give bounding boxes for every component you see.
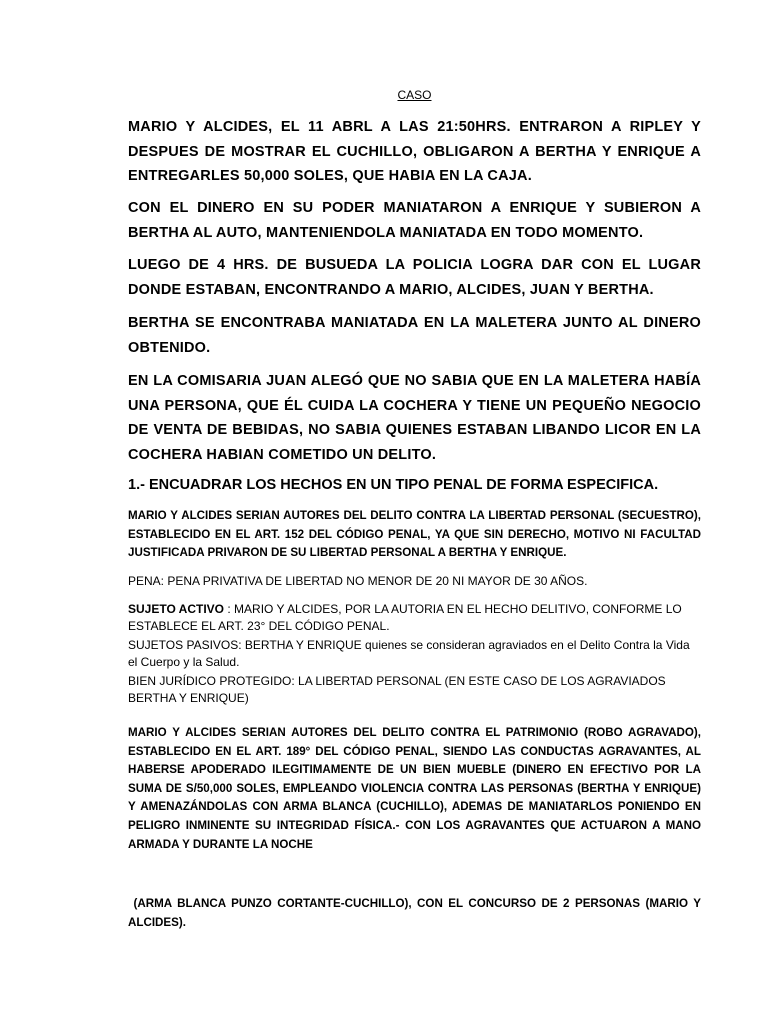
case-paragraph-2 [128, 196, 701, 245]
paragraph-text: BERTHA SE ENCONTRABA MANIATADA EN LA MALETERA JUNTO AL DINERO OBTENIDO. [128, 315, 701, 356]
sujetos-pasivos: SUJETOS PASIVOS: BERTHA Y ENRIQUE quienes se consideran agraviados en el Delito Contra la Vida el Cuerpo y la Salud. [128, 638, 690, 669]
pena-line: PENA: PENA PRIVATIVA DE LIBERTAD NO MENOR DE 20 NI MAYOR DE 30 AÑOS. [128, 574, 588, 588]
question-heading: 1.- ENCUADRAR LOS HECHOS EN UN TIPO PENAL DE FORMA ESPECIFICA. [128, 477, 659, 493]
answer-secuestro: MARIO Y ALCIDES SERIAN AUTORES DEL DELITO CONTRA LA LIBERTAD PERSONAL (SECUESTRO), ESTABLECIDO EN EL ART. 152 DEL CÓDIGO PENAL, YA QUE SIN DERECHO, MOTIVO NI FACULTAD JUSTIFICADA PRIVARON DE SU LIBERTAD PERSONAL A BERTHA Y ENRIQUE. [128, 509, 701, 559]
paragraph-text: MARIO Y ALCIDES, EL 11 ABRL A LAS 21:50HRS. ENTRARON A RIPLEY Y DESPUES DE MOSTRAR EL CUCHILLO, OBLIGARON A BERTHA Y ENRIQUE A ENTREGARLES 50,000 SOLES, QUE HABIA EN LA CAJA. [128, 119, 701, 184]
case-paragraph-3 [128, 253, 701, 302]
paragraph-text: EN LA COMISARIA JUAN ALEGÓ QUE NO SABIA QUE EN LA MALETERA HABÍA UNA PERSONA, QUE ÉL CUIDA LA COCHERA Y TIENE UN PEQUEÑO NEGOCIO DE VENTA DE BEBIDAS, NO SABIA QUIENES ESTABAN LIBANDO LICOR EN LA COCHERA HABIAN COMETIDO UN DELITO. [128, 373, 701, 463]
case-paragraph-1 [128, 115, 701, 189]
paragraph-text: LUEGO DE 4 HRS. DE BUSUEDA LA POLICIA LOGRA DAR CON EL LUGAR DONDE ESTABAN, ENCONTRANDO A MARIO, ALCIDES, JUAN Y BERTHA. [128, 257, 701, 298]
sujeto-activo-text: : MARIO Y ALCIDES, POR LA AUTORIA EN EL HECHO DELITIVO, CONFORME LO ESTABLECE EL ART. 23° DEL CÓDIGO PENAL. [128, 602, 682, 633]
answer-agravantes: (ARMA BLANCA PUNZO CORTANTE-CUCHILLO), CON EL CONCURSO DE 2 PERSONAS (MARIO Y ALCIDES). [128, 897, 704, 929]
sujeto-activo-label: SUJETO ACTIVO [128, 602, 225, 616]
document-title: CASO [397, 88, 432, 102]
paragraph-text: CON EL DINERO EN SU PODER MANIATARON A ENRIQUE Y SUBIERON A BERTHA AL AUTO, MANTENIENDOLA MANIATADA EN TODO MOMENTO. [128, 200, 701, 241]
bien-juridico: BIEN JURÍDICO PROTEGIDO: LA LIBERTAD PERSONAL (EN ESTE CASO DE LOS AGRAVIADOS BERTHA Y ENRIQUE) [128, 674, 666, 705]
case-paragraph-4 [128, 311, 701, 360]
case-paragraph-5 [128, 369, 701, 467]
sujeto-activo [128, 601, 701, 635]
answer-robo-agravado: MARIO Y ALCIDES SERIAN AUTORES DEL DELITO CONTRA EL PATRIMONIO (ROBO AGRAVADO), ESTABLECIDO EN EL ART. 189° DEL CÓDIGO PENAL, SIENDO LAS CONDUCTAS AGRAVANTES, AL HABERSE APODERADO ILEGITIMAMENTE DE UN BIEN MUEBLE (DINERO EN EFECTIVO POR LA SUMA DE S/50,000 SOLES, EMPLEANDO VIOLENCIA CONTRA LAS PERSONAS (BERTHA Y ENRIQUE) Y AMENAZÁNDOLAS CON ARMA BLANCA (CUCHILLO), ADEMAS DE MANIATARLOS PONIENDO EN PELIGRO INMINENTE SU INTEGRIDAD FÍSICA.- CON LOS AGRAVANTES QUE ACTUARON A MANO ARMADA Y DURANTE LA NOCHE [128, 726, 701, 851]
